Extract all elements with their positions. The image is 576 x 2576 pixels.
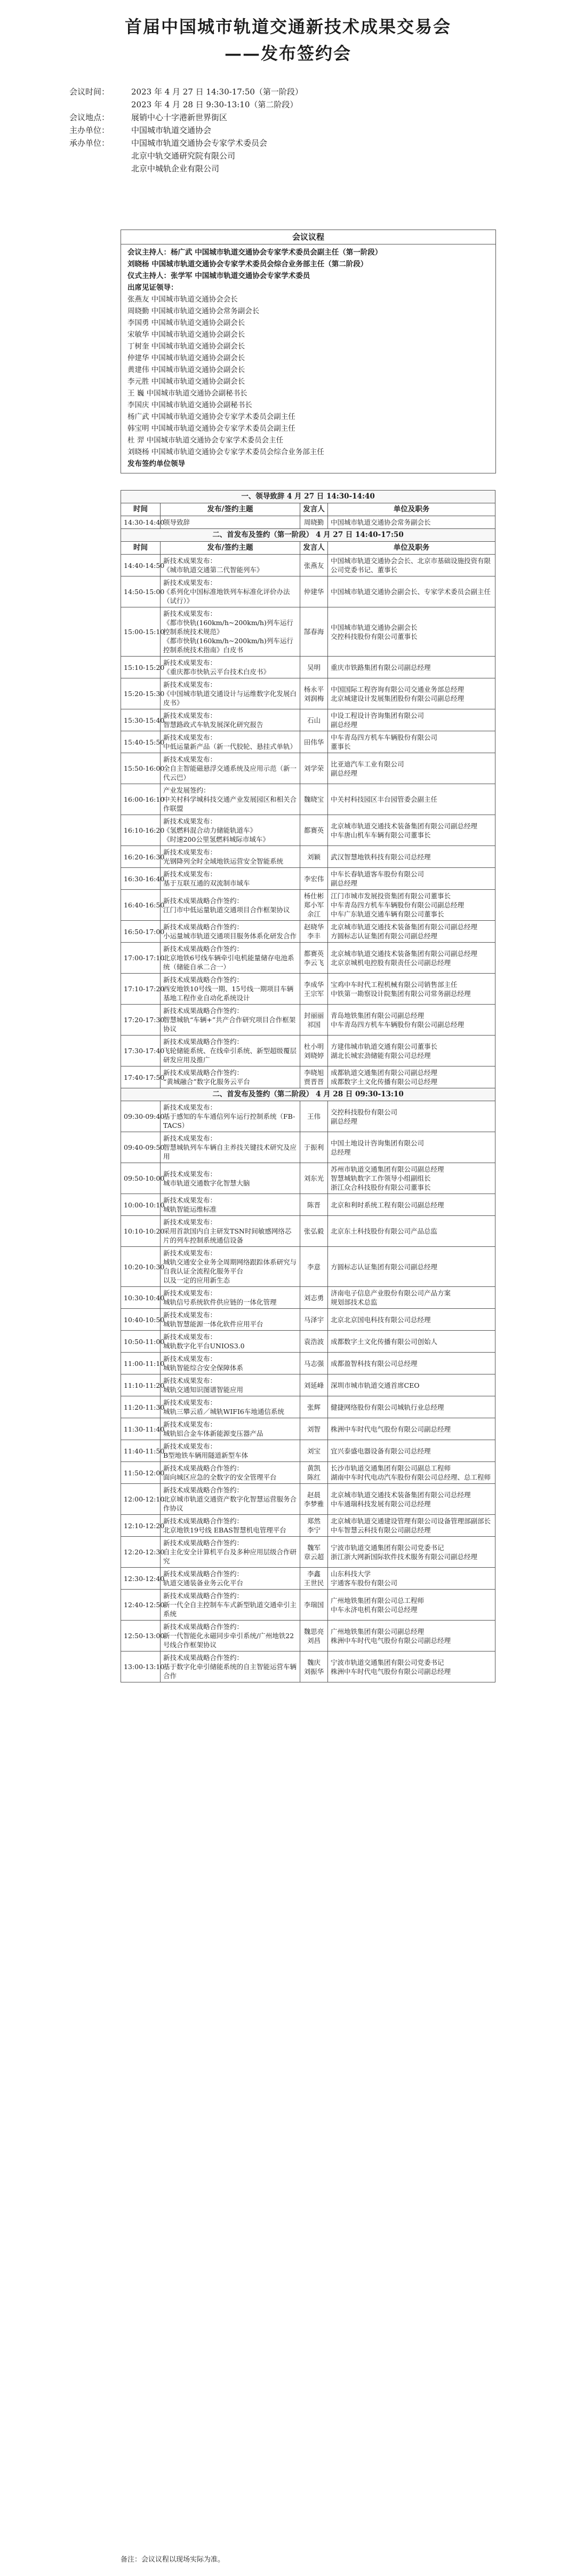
- row-title: 新技术成果发布： 城轨铝合金车体新能源变压器产品: [161, 1418, 300, 1440]
- row-title: 新技术成果发布： 《系列化中国标准地铁列车标准化评价办法（试行）》: [161, 576, 300, 607]
- row-role: 中国土地设计咨询集团有限公司 总经理: [328, 1132, 495, 1163]
- row-speaker: 刘学荣: [300, 753, 328, 784]
- table-row: [121, 1101, 495, 1132]
- agenda-line: 黄建伟 中国城市轨道交通协会副会长: [127, 366, 245, 374]
- table-row: [121, 784, 495, 815]
- table-row: [121, 815, 495, 846]
- row-time: 12:50-13:00: [121, 1621, 161, 1652]
- info-host: 中国城市轨道交通协会: [131, 125, 212, 135]
- row-title: 新技术成果发布： 《城市轨道交通第二代智能列车》: [161, 555, 300, 576]
- section-title: 二、首发布及签约（第二阶段） 4 月 28 日 09:30-13:10: [121, 1088, 495, 1101]
- row-time: 10:30-10:40: [121, 1287, 161, 1309]
- row-title: 领导致辞: [161, 516, 300, 529]
- row-role: 中车长春轨道客车股份有限公司 副总经理: [328, 868, 495, 890]
- table-row: [121, 1194, 495, 1216]
- row-title: 新技术成果发布： 《都市快轨(160km/h~200km/h)列车运行控制系统技术规范》 《都市快轨(160km/h~200km/h)列车运行控制系统技术指南》白皮书: [161, 607, 300, 657]
- row-speaker: 陈晋: [300, 1194, 328, 1216]
- table-row: [121, 1247, 495, 1287]
- table-header-cell: 发言人: [300, 503, 328, 516]
- table-row: [121, 576, 495, 607]
- agenda-line: 王 巍 中国城市轨道交通协会副秘书长: [127, 389, 247, 398]
- row-speaker: 刘智: [300, 1418, 328, 1440]
- row-speaker: 马志强: [300, 1353, 328, 1374]
- row-role: 北京城市轨道交通技术装备集团有限公司副总经理 中车唐山机车车辆有限公司董事长: [328, 815, 495, 846]
- row-speaker: 魏思亮 刘昌: [300, 1621, 328, 1652]
- row-speaker: 杨仕彬 郑小军 余江: [300, 890, 328, 921]
- row-speaker: 周晓勤: [300, 516, 328, 529]
- info-organizer-label: 承办单位：: [69, 138, 110, 148]
- row-role: 健捷网络股份有限公司城轨行业总经理: [328, 1396, 495, 1418]
- row-title: 新技术成果发布： 城轨数字化平台UNIOS3.0: [161, 1331, 300, 1353]
- row-time: 10:00-10:10: [121, 1194, 161, 1216]
- table-row: [121, 1066, 495, 1088]
- row-title: 新技术成果战略合作签约： 小运量城市轨道交通项目服务体系化研发合作: [161, 921, 300, 943]
- section-row: [121, 491, 495, 503]
- row-title: 新技术成果发布： 智慧城轨列车车辆自主养技关键技术研究及应用: [161, 1132, 300, 1163]
- row-role: 中国城市轨道交通协会会长、北京市基础设施投资有限公司党委书记、董事长: [328, 555, 495, 576]
- row-title: 新技术成果战略合作签约： 北京地铁6号线车辆牵引电机能量储存电池系统（储能自承二合一）: [161, 943, 300, 974]
- row-role: 交控科技股份有限公司 副总经理: [328, 1101, 495, 1132]
- row-time: 12:30-12:40: [121, 1568, 161, 1590]
- row-role: 方圆标志认证集团有限公司副总经理: [328, 1247, 495, 1287]
- row-time: 14:40-14:50: [121, 555, 161, 576]
- row-role: 宝鸡中车时代工程机械有限公司销售部主任 中铁第一勘察设计院集团有限公司常务副总经理: [328, 974, 495, 1005]
- table-header-cell: 单位及职务: [328, 542, 495, 555]
- info-time-label: 会议时间：: [69, 87, 110, 97]
- table-row: [121, 555, 495, 576]
- row-role: 深圳市城市轨道交通首席CEO: [328, 1374, 495, 1396]
- agenda-line: 李国庆 中国城市轨道交通协会副秘书长: [127, 401, 252, 409]
- agenda-line: 丁树奎 中国城市轨道交通协会副会长: [127, 342, 245, 351]
- row-time: 11:10-11:20: [121, 1374, 161, 1396]
- schedule-table: [121, 490, 495, 1682]
- info-organizer-2: 北京中轨交通研究院有限公司: [131, 151, 236, 161]
- table-row: [121, 753, 495, 784]
- table-row: [121, 1353, 495, 1374]
- row-title: 新技术成果发布： 城轨三攀云盾／城轨WIFI6车地通信系统: [161, 1396, 300, 1418]
- row-role: 北京城市轨道交通建设管理有限公司设备管理部副部长 中车智慧云科技有限公司副总经理: [328, 1515, 495, 1537]
- row-title: 新技术成果战略合作签约： “黄城融合”数字化服务云平台: [161, 1066, 300, 1088]
- table-row: [121, 657, 495, 678]
- row-role: 中国城市轨道交通协会副会长、专家学术委员会副主任: [328, 576, 495, 607]
- row-time: 10:40-10:50: [121, 1309, 161, 1331]
- row-time: 17:30-17:40: [121, 1036, 161, 1066]
- row-title: 新技术成果战略合作签约： 轨道交通装备业务云化平台: [161, 1568, 300, 1590]
- row-title: 新技术成果发布： 城市轨道交通数字化智慧大脑: [161, 1163, 300, 1194]
- row-role: 北京城市轨道交通技术装备集团有限公司总经理 中车通瑞科技发展有限公司总经理: [328, 1484, 495, 1515]
- agenda-line: 张燕友 中国城市轨道交通协会会长: [127, 295, 238, 304]
- table-row: [121, 974, 495, 1005]
- row-title: 新技术成果发布： 城轨智慧能源一体化软件应用平台: [161, 1309, 300, 1331]
- row-speaker: 郜春海: [300, 607, 328, 657]
- row-speaker: 郑然 李宁: [300, 1515, 328, 1537]
- table-row: [121, 1652, 495, 1682]
- row-speaker: 刘宝: [300, 1440, 328, 1462]
- agenda-line: 韩宝明 中国城市轨道交通协会专家学术委员会副主任: [127, 424, 295, 433]
- info-time-row: [69, 85, 512, 98]
- table-row: [121, 1132, 495, 1163]
- section-row: [121, 1088, 495, 1101]
- row-time: 12:10-12:20: [121, 1515, 161, 1537]
- row-speaker: 李瑞国: [300, 1590, 328, 1621]
- row-speaker: 杨永平 刘润梅: [300, 678, 328, 709]
- table-row: [121, 678, 495, 709]
- row-role: 中国城市轨道交通协会常务副会长: [328, 516, 495, 529]
- info-time-1: 2023 年 4 月 27 日 14:30-17:50（第一阶段）: [131, 87, 303, 97]
- table-row: [121, 1590, 495, 1621]
- row-title: 新技术成果发布： 基于互联互通的双流制市域车: [161, 868, 300, 890]
- info-place-label: 会议地点：: [69, 113, 110, 122]
- row-speaker: 李意: [300, 1247, 328, 1287]
- table-header-cell: 发布/签约主题: [161, 503, 300, 516]
- row-role: 江门市城市发展投资集团有限公司董事长 中车青岛四方机车车辆股份有限公司副总经理 中车广东轨道交通车辆有限公司董事长: [328, 890, 495, 921]
- row-role: 北京城市轨道交通技术装备集团有限公司副总经理 北京京城机电控股有限责任公司副总经理: [328, 943, 495, 974]
- table-row: [121, 1331, 495, 1353]
- agenda-line: 会议主持人：杨广武 中国城市轨道交通协会专家学术委员会副主任（第一阶段）: [127, 248, 382, 257]
- info-place: 展销中心十字港新世界街区: [131, 113, 228, 122]
- row-speaker: 李宏伟: [300, 868, 328, 890]
- row-speaker: 封丽丽 祁国: [300, 1005, 328, 1036]
- info-organizer-1: 中国城市轨道交通协会专家学术委员会: [131, 138, 268, 148]
- row-title: 新技术成果发布： 采用首款国内自主研发TSN时间敏感网络芯片的列车控制系统通信设备: [161, 1216, 300, 1247]
- info-place-row: [69, 111, 512, 124]
- table-row: [121, 1396, 495, 1418]
- info-organizer-row: [69, 137, 512, 149]
- row-speaker: 刘延峰: [300, 1374, 328, 1396]
- row-title: 新技术成果战略合作签约： 智慧城轨“车辆+”共产合作研究项目合作框架协议: [161, 1005, 300, 1036]
- table-header-cell: 发言人: [300, 542, 328, 555]
- row-time: 09:50-10:00: [121, 1163, 161, 1194]
- row-time: 11:50-12:00: [121, 1462, 161, 1484]
- row-time: 17:20-17:30: [121, 1005, 161, 1036]
- row-title: 新技术成果发布： 《重庆都市快轨云平台技术白皮书》: [161, 657, 300, 678]
- row-time: 15:30-15:40: [121, 709, 161, 731]
- table-row: [121, 846, 495, 868]
- section-title: 二、首发布及签约（第一阶段） 4 月 27 日 14:40-17:50: [121, 529, 495, 542]
- row-speaker: 黄凯 陈红: [300, 1462, 328, 1484]
- table-row: [121, 607, 495, 657]
- row-speaker: 石山: [300, 709, 328, 731]
- row-time: 16:50-17:00: [121, 921, 161, 943]
- agenda-box: [121, 230, 496, 473]
- row-role: 宁波市轨道交通集团有限公司党委书记 株洲中车时代电气股份有限公司副总经理: [328, 1652, 495, 1682]
- row-speaker: 张辉: [300, 1396, 328, 1418]
- table-row: [121, 1418, 495, 1440]
- agenda-line: 刘晓杨 中国城市轨道交通协会专家学术委员会综合业务部主任（第二阶段）: [127, 260, 368, 268]
- table-row: [121, 1484, 495, 1515]
- row-speaker: 李鑫 王世民: [300, 1568, 328, 1590]
- row-title: 新技术成果发布： 光钢降列全时全域地铁运营安全智能系统: [161, 846, 300, 868]
- row-role: 中国国际工程咨询有限公司交通业务部总经理 北京城建设计发展集团股份有限公司副总经理: [328, 678, 495, 709]
- row-title: 新技术成果战略合作签约： 北京地铁19号线 EBAS智慧机电管理平台: [161, 1515, 300, 1537]
- row-role: 山东科技大学 宇通客车股份有限公司: [328, 1568, 495, 1590]
- table-row: [121, 516, 495, 529]
- row-title: 新技术成果战略合作签约： 江门市中低运量轨道交通项目合作框架协议: [161, 890, 300, 921]
- info-host-row: [69, 124, 512, 137]
- row-speaker: 袁浩波: [300, 1331, 328, 1353]
- row-role: 苏州市轨道交通集团有限公司副总经理 智慧城轨数字工作领导小组副组长 浙江众合科技股份有限公司董事长: [328, 1163, 495, 1194]
- row-title: 新技术成果发布： B型地铁车辆用隧道新型车体: [161, 1440, 300, 1462]
- agenda-line: 刘晓杨 中国城市轨道交通协会专家学术委员会综合业务部主任: [127, 448, 324, 456]
- agenda-line: 仪式主持人：张学军 中国城市轨道交通协会专家学术委员: [127, 272, 310, 280]
- row-role: 中关村科技园区丰台园管委会副主任: [328, 784, 495, 815]
- info-organizer-3: 北京中城轨企业有限公司: [131, 164, 220, 173]
- row-time: 17:10-17:20: [121, 974, 161, 1005]
- table-row: [121, 709, 495, 731]
- row-title: 新技术成果发布： 城轨智能运维标准: [161, 1194, 300, 1216]
- row-speaker: 吴明: [300, 657, 328, 678]
- table-header-row: [121, 542, 495, 555]
- row-time: 09:30-09:40: [121, 1101, 161, 1132]
- agenda-line: 宋敏华 中国城市轨道交通协会副会长: [127, 330, 245, 339]
- row-speaker: 魏庆 刘振华: [300, 1652, 328, 1682]
- row-role: 成都数字土文化传播有限公司创始人: [328, 1331, 495, 1353]
- table-row: [121, 1440, 495, 1462]
- agenda-line: 周晓勤 中国城市轨道交通协会常务副会长: [127, 307, 260, 315]
- row-time: 14:30-14:40: [121, 516, 161, 529]
- row-title: 新技术成果发布： 基于感知的车车通信列车运行控制系统（FB-TACS）: [161, 1101, 300, 1132]
- agenda-body: [121, 244, 495, 473]
- row-time: 16:00-16:10: [121, 784, 161, 815]
- agenda-line: 仲建华 中国城市轨道交通协会副会长: [127, 354, 245, 362]
- agenda-line: 杨广武 中国城市轨道交通协会专家学术委员会副主任: [127, 413, 295, 421]
- row-title: 新技术成果发布： 城轨交通知识图谱智能应用: [161, 1374, 300, 1396]
- row-role: 宜兴泰盛电器设备有限公司总经理: [328, 1440, 495, 1462]
- agenda-line: 发布签约单位领导: [127, 460, 185, 468]
- title-block: [0, 15, 576, 65]
- row-title: 新技术成果战略合作签约： 面向城区应急的全数字的安全管理平台: [161, 1462, 300, 1484]
- row-time: 13:00-13:10: [121, 1652, 161, 1682]
- row-speaker: 刘志勇: [300, 1287, 328, 1309]
- agenda-line: 杜 羿 中国城市轨道交通协会专家学术委员会主任: [127, 436, 284, 445]
- row-title: 新技术成果发布： 城轨交通安全业务全周期网络跟踪体系研究与自我认证全流程化服务平台 以及一定的应用新生态: [161, 1247, 300, 1287]
- table-header-cell: 单位及职务: [328, 503, 495, 516]
- table-row: [121, 1309, 495, 1331]
- row-title: 新技术成果战略合作签约： 北京城市轨道交通资产数字化智慧运营服务合作协议: [161, 1484, 300, 1515]
- row-speaker: 都赛英: [300, 815, 328, 846]
- row-role: 中设工程设计咨询集团有限公司 副总经理: [328, 709, 495, 731]
- info-organizer-row-2: [69, 149, 512, 162]
- table-row: [121, 921, 495, 943]
- row-title: 新技术成果发布： 城轨信号系统软件供应链的一体化管理: [161, 1287, 300, 1309]
- row-speaker: 刘东光: [300, 1163, 328, 1194]
- row-title: 新技术成果战略合作签约： 飞轮储能系统、在线牵引系统、新型超级覆层研发应用及推广: [161, 1036, 300, 1066]
- row-speaker: 赵晓华 李丰: [300, 921, 328, 943]
- row-role: 宁波市轨道交通集团有限公司党委书记 浙江浙大网新国际软件技术服务有限公司副总经理: [328, 1537, 495, 1568]
- row-time: 16:30-16:40: [121, 868, 161, 890]
- info-host-label: 主办单位：: [69, 125, 110, 135]
- table-header-cell: 时间: [121, 542, 161, 555]
- row-role: 株洲中车时代电气股份有限公司副总经理: [328, 1418, 495, 1440]
- row-speaker: 李晓旭 贾晋晋: [300, 1066, 328, 1088]
- row-role: 中车青岛四方机车车辆股份有限公司 董事长: [328, 731, 495, 753]
- row-speaker: 刘颖: [300, 846, 328, 868]
- row-title: 新技术成果发布： 《氢燃料混合动力储能轨道车》 《时速200公里氢燃料城际市域车》: [161, 815, 300, 846]
- row-title: 新技术成果发布： 智慧路政式车轨发展深化研究报告: [161, 709, 300, 731]
- row-role: 北京城市轨道交通技术装备集团有限公司副总经理 方圆标志认证集团有限公司副总经理: [328, 921, 495, 943]
- table-row: [121, 1163, 495, 1194]
- row-time: 12:00-12:10: [121, 1484, 161, 1515]
- table-row: [121, 943, 495, 974]
- row-speaker: 魏军 章云超: [300, 1537, 328, 1568]
- table-row: [121, 890, 495, 921]
- row-role: 青岛地铁集团有限公司副总经理 中车青岛四方机车车辆股份有限公司副总经理: [328, 1005, 495, 1036]
- row-title: 新技术成果战略合作签约： 西安地铁10号线一期、15号线一期项目车辆基地工程作业自动化系统设计: [161, 974, 300, 1005]
- row-time: 10:20-10:30: [121, 1247, 161, 1287]
- row-time: 17:00-17:10: [121, 943, 161, 974]
- agenda-header: 会议议程: [121, 230, 495, 244]
- row-title: 新技术成果战略合作签约： 基于数字化牵引储能系统的自主智能运营车辆合作: [161, 1652, 300, 1682]
- row-time: 16:20-16:30: [121, 846, 161, 868]
- info-time-row-2: [69, 98, 512, 111]
- table-header-cell: 时间: [121, 503, 161, 516]
- row-speaker: 张燕友: [300, 555, 328, 576]
- row-time: 16:10-16:20: [121, 815, 161, 846]
- table-row: [121, 1287, 495, 1309]
- row-time: 15:40-15:50: [121, 731, 161, 753]
- row-title: 产业发展签约： 中关村科学城科技交通产业发展园区和相关合作联盟: [161, 784, 300, 815]
- table-row: [121, 868, 495, 890]
- row-title: 新技术成果战略合作签约： 新一代智能化永磁同步牵引系统/广州地铁22号线合作框架协议: [161, 1621, 300, 1652]
- table-row: [121, 1005, 495, 1036]
- row-title: 新技术成果战略合作签约： 新一代全自主控制车车式新型轨道交通牵引主系统: [161, 1590, 300, 1621]
- row-role: 长沙市轨道交通集团有限公司副总工程师 湖南中车时代电动汽车股份有限公司总经理、总工程师: [328, 1462, 495, 1484]
- section-title: 一、领导致辞 4 月 27 日 14:30-14:40: [121, 491, 495, 503]
- page-subtitle: ——发布签约会: [224, 43, 351, 64]
- table-row: [121, 731, 495, 753]
- row-speaker: 李成华 王宗军: [300, 974, 328, 1005]
- memo: 备注：会议议程以现场实际为准。: [121, 2556, 225, 2564]
- table-row: [121, 1036, 495, 1066]
- row-time: 11:20-11:30: [121, 1396, 161, 1418]
- info-time-2: 2023 年 4 月 28 日 9:30-13:10（第二阶段）: [131, 100, 298, 109]
- row-speaker: 魏晓宝: [300, 784, 328, 815]
- row-time: 14:50-15:00: [121, 576, 161, 607]
- table-row: [121, 1537, 495, 1568]
- row-speaker: 赵晨 李梦雅: [300, 1484, 328, 1515]
- row-role: 北京和利时系统工程有限公司副总经理: [328, 1194, 495, 1216]
- row-role: 重庆市铁路集团有限公司副总经理: [328, 657, 495, 678]
- table-row: [121, 1568, 495, 1590]
- row-time: 10:50-11:00: [121, 1331, 161, 1353]
- row-speaker: 田伟华: [300, 731, 328, 753]
- row-time: 09:40-09:50: [121, 1132, 161, 1163]
- row-speaker: 仲建华: [300, 576, 328, 607]
- row-title: 新技术成果发布： 《中国城市轨道交通设计与运维数字化发展白皮书》: [161, 678, 300, 709]
- row-role: 广州地铁集团有限公司总工程师 中车永济电机有限公司总经理: [328, 1590, 495, 1621]
- meeting-info: [69, 85, 512, 175]
- section-row: [121, 529, 495, 542]
- row-time: 12:40-12:50: [121, 1590, 161, 1621]
- row-time: 11:00-11:10: [121, 1353, 161, 1374]
- row-time: 10:10-10:20: [121, 1216, 161, 1247]
- table-row: [121, 1462, 495, 1484]
- table-row: [121, 1216, 495, 1247]
- table-row: [121, 1621, 495, 1652]
- row-role: 成都轨道交通集团有限公司副总经理 成都数字土文化传播有限公司总经理: [328, 1066, 495, 1088]
- row-time: 17:40-17:50: [121, 1066, 161, 1088]
- row-time: 11:40-11:50: [121, 1440, 161, 1462]
- agenda-line: 李国勇 中国城市轨道交通协会副会长: [127, 319, 245, 327]
- row-time: 16:40-16:50: [121, 890, 161, 921]
- row-title: 新技术成果发布： 中低运量新产品（新一代胶轮、悬挂式单轨）: [161, 731, 300, 753]
- row-role: 中国城市轨道交通协会副会长 交控科技股份有限公司董事长: [328, 607, 495, 657]
- row-title: 新技术成果战略合作签约： 自主化安全计算机平台及多种应用层级合作研究: [161, 1537, 300, 1568]
- row-time: 15:00-15:10: [121, 607, 161, 657]
- info-organizer-row-3: [69, 162, 512, 175]
- row-time: 11:30-11:40: [121, 1418, 161, 1440]
- row-speaker: 张弘毅: [300, 1216, 328, 1247]
- row-role: 北京北京国电科技有限公司总经理: [328, 1309, 495, 1331]
- page-title: 首届中国城市轨道交通新技术成果交易会: [124, 17, 451, 37]
- row-role: 北京东土科技股份有限公司产品总监: [328, 1216, 495, 1247]
- row-role: 比亚迪汽车工业有限公司 副总经理: [328, 753, 495, 784]
- table-row: [121, 1374, 495, 1396]
- row-title: 新技术成果发布： 全自主智能磁悬浮交通系统及应用示范（新一代云巴）: [161, 753, 300, 784]
- agenda-line: 李元胜 中国城市轨道交通协会副会长: [127, 377, 245, 386]
- row-time: 15:50-16:00: [121, 753, 161, 784]
- row-role: 武汉智慧地铁科技有限公司总经理: [328, 846, 495, 868]
- row-time: 15:20-15:30: [121, 678, 161, 709]
- table-header-row: [121, 503, 495, 516]
- row-time: 12:20-12:30: [121, 1537, 161, 1568]
- row-role: 方建伟城市轨道交通有限公司董事长 湖北长城宏劲储能有限公司总经理: [328, 1036, 495, 1066]
- row-speaker: 于振利: [300, 1132, 328, 1163]
- row-speaker: 杜小明 刘晓婷: [300, 1036, 328, 1066]
- agenda-line: 出席见证领导：: [127, 283, 178, 292]
- row-role: 广州地铁集团有限公司副总经理 株洲中车时代电气股份有限公司副总经理: [328, 1621, 495, 1652]
- row-role: 济南电子信息产业股份有限公司产品方案 规划部技术总监: [328, 1287, 495, 1309]
- row-speaker: 都赛英 李云飞: [300, 943, 328, 974]
- row-title: 新技术成果发布： 城轨智能综合安全保障体系: [161, 1353, 300, 1374]
- row-time: 15:10-15:20: [121, 657, 161, 678]
- table-row: [121, 1515, 495, 1537]
- row-speaker: 马泽宇: [300, 1309, 328, 1331]
- row-role: 成都盈智科技有限公司总经理: [328, 1353, 495, 1374]
- row-speaker: 王伟: [300, 1101, 328, 1132]
- table-header-cell: 发布/签约主题: [161, 542, 300, 555]
